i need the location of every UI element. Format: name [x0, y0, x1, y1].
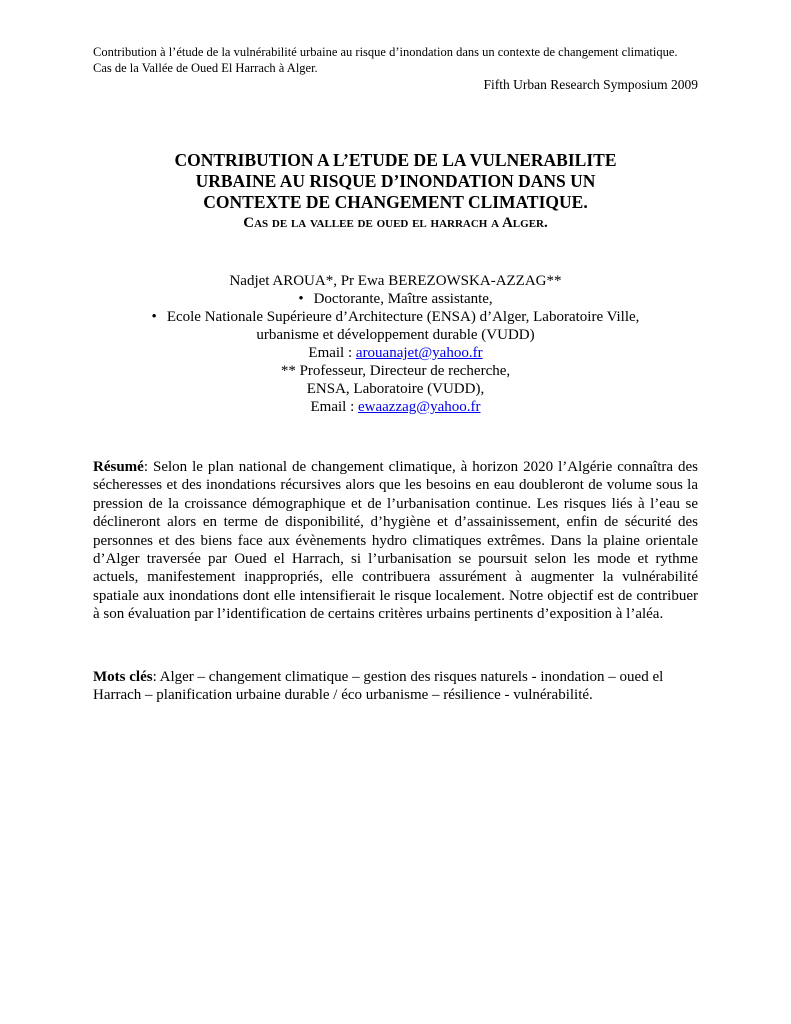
abstract-text: : Selon le plan national de changement climatique, à horizon 2020 l’Algérie connaîtra des sécheresses et des inondations récursives alors que les besoins en eau doubleront de volume sous la pression de la croissance démographique et de l’urbanisation continue. Les risques liés à l’eau se déclineront alors en terme de disponibilité, d’hygiène et d’assainissement, enfin de sécurité des personnes et des biens face aux évènements hydro climatiques extrêmes. Dans la plaine orientale d’Alger traversée par Oued el Harrach, si l’urbanisation se poursuit selon les mode et rythme actuels, manifestement inappropriés, elle contribuera assurément à augmenter la vulnérabilité spatiale aux inondations dont elle intensifierait le risque localement. Notre objectif est de contribuer à son évaluation par l’identification de certains critères urbains pertinents d’exposition à l’aléa.	[93, 459, 698, 623]
paper-subtitle: Cas de la vallee de oued el harrach a Alger.	[243, 215, 548, 231]
bullet-icon: •	[298, 291, 304, 307]
keywords-label: Mots clés	[93, 669, 153, 685]
abstract-paragraph	[93, 458, 698, 624]
keywords-text: : Alger – changement climatique – gestion des risques naturels - inondation – oued el Harrach – planification urbaine durable / éco urbanisme – résilience - vulnérabilité.	[93, 669, 664, 704]
affiliation-2	[93, 308, 698, 326]
email-2-row	[93, 398, 698, 416]
keywords-paragraph	[93, 668, 698, 705]
title-line-3: CONTEXTE DE CHANGEMENT CLIMATIQUE.	[203, 192, 588, 212]
paper-title	[93, 150, 698, 233]
author-names: Nadjet AROUA*, Pr Ewa BEREZOWSKA-AZZAG**	[229, 273, 562, 289]
running-header-line-2: Cas de la Vallée de Oued El Harrach à Alger.	[93, 61, 318, 75]
professor-2: ENSA, Laboratoire (VUDD),	[306, 381, 485, 397]
affiliation-1-text: Doctorante, Maître assistante,	[313, 291, 493, 307]
title-line-1: CONTRIBUTION A L’ETUDE DE LA VULNERABILITE	[174, 150, 617, 170]
running-header-line-1: Contribution à l’étude de la vulnérabilité urbaine au risque d’inondation dans un contexte de changement climatique.	[93, 45, 678, 59]
email-2-link[interactable]: ewaazzag@yahoo.fr	[358, 399, 481, 415]
bullet-icon: •	[151, 309, 157, 325]
professor-1: ** Professeur, Directeur de recherche,	[280, 363, 511, 379]
abstract-label: Résumé	[93, 459, 144, 475]
affiliation-2-text: Ecole Nationale Supérieure d’Architecture (ENSA) d’Alger, Laboratoire Ville,	[166, 309, 640, 325]
email-1-row	[93, 344, 698, 362]
email-2-label: Email :	[310, 399, 358, 415]
affiliation-1	[93, 290, 698, 308]
email-1-link[interactable]: arouanajet@yahoo.fr	[355, 345, 483, 361]
running-header	[93, 44, 703, 76]
author-block	[93, 272, 698, 416]
email-1-label: Email :	[308, 345, 356, 361]
affiliation-3: urbanisme et développement durable (VUDD)	[256, 327, 535, 343]
running-header-symposium: Fifth Urban Research Symposium 2009	[483, 77, 698, 92]
title-line-2: URBAINE AU RISQUE D’INONDATION DANS UN	[195, 171, 596, 191]
